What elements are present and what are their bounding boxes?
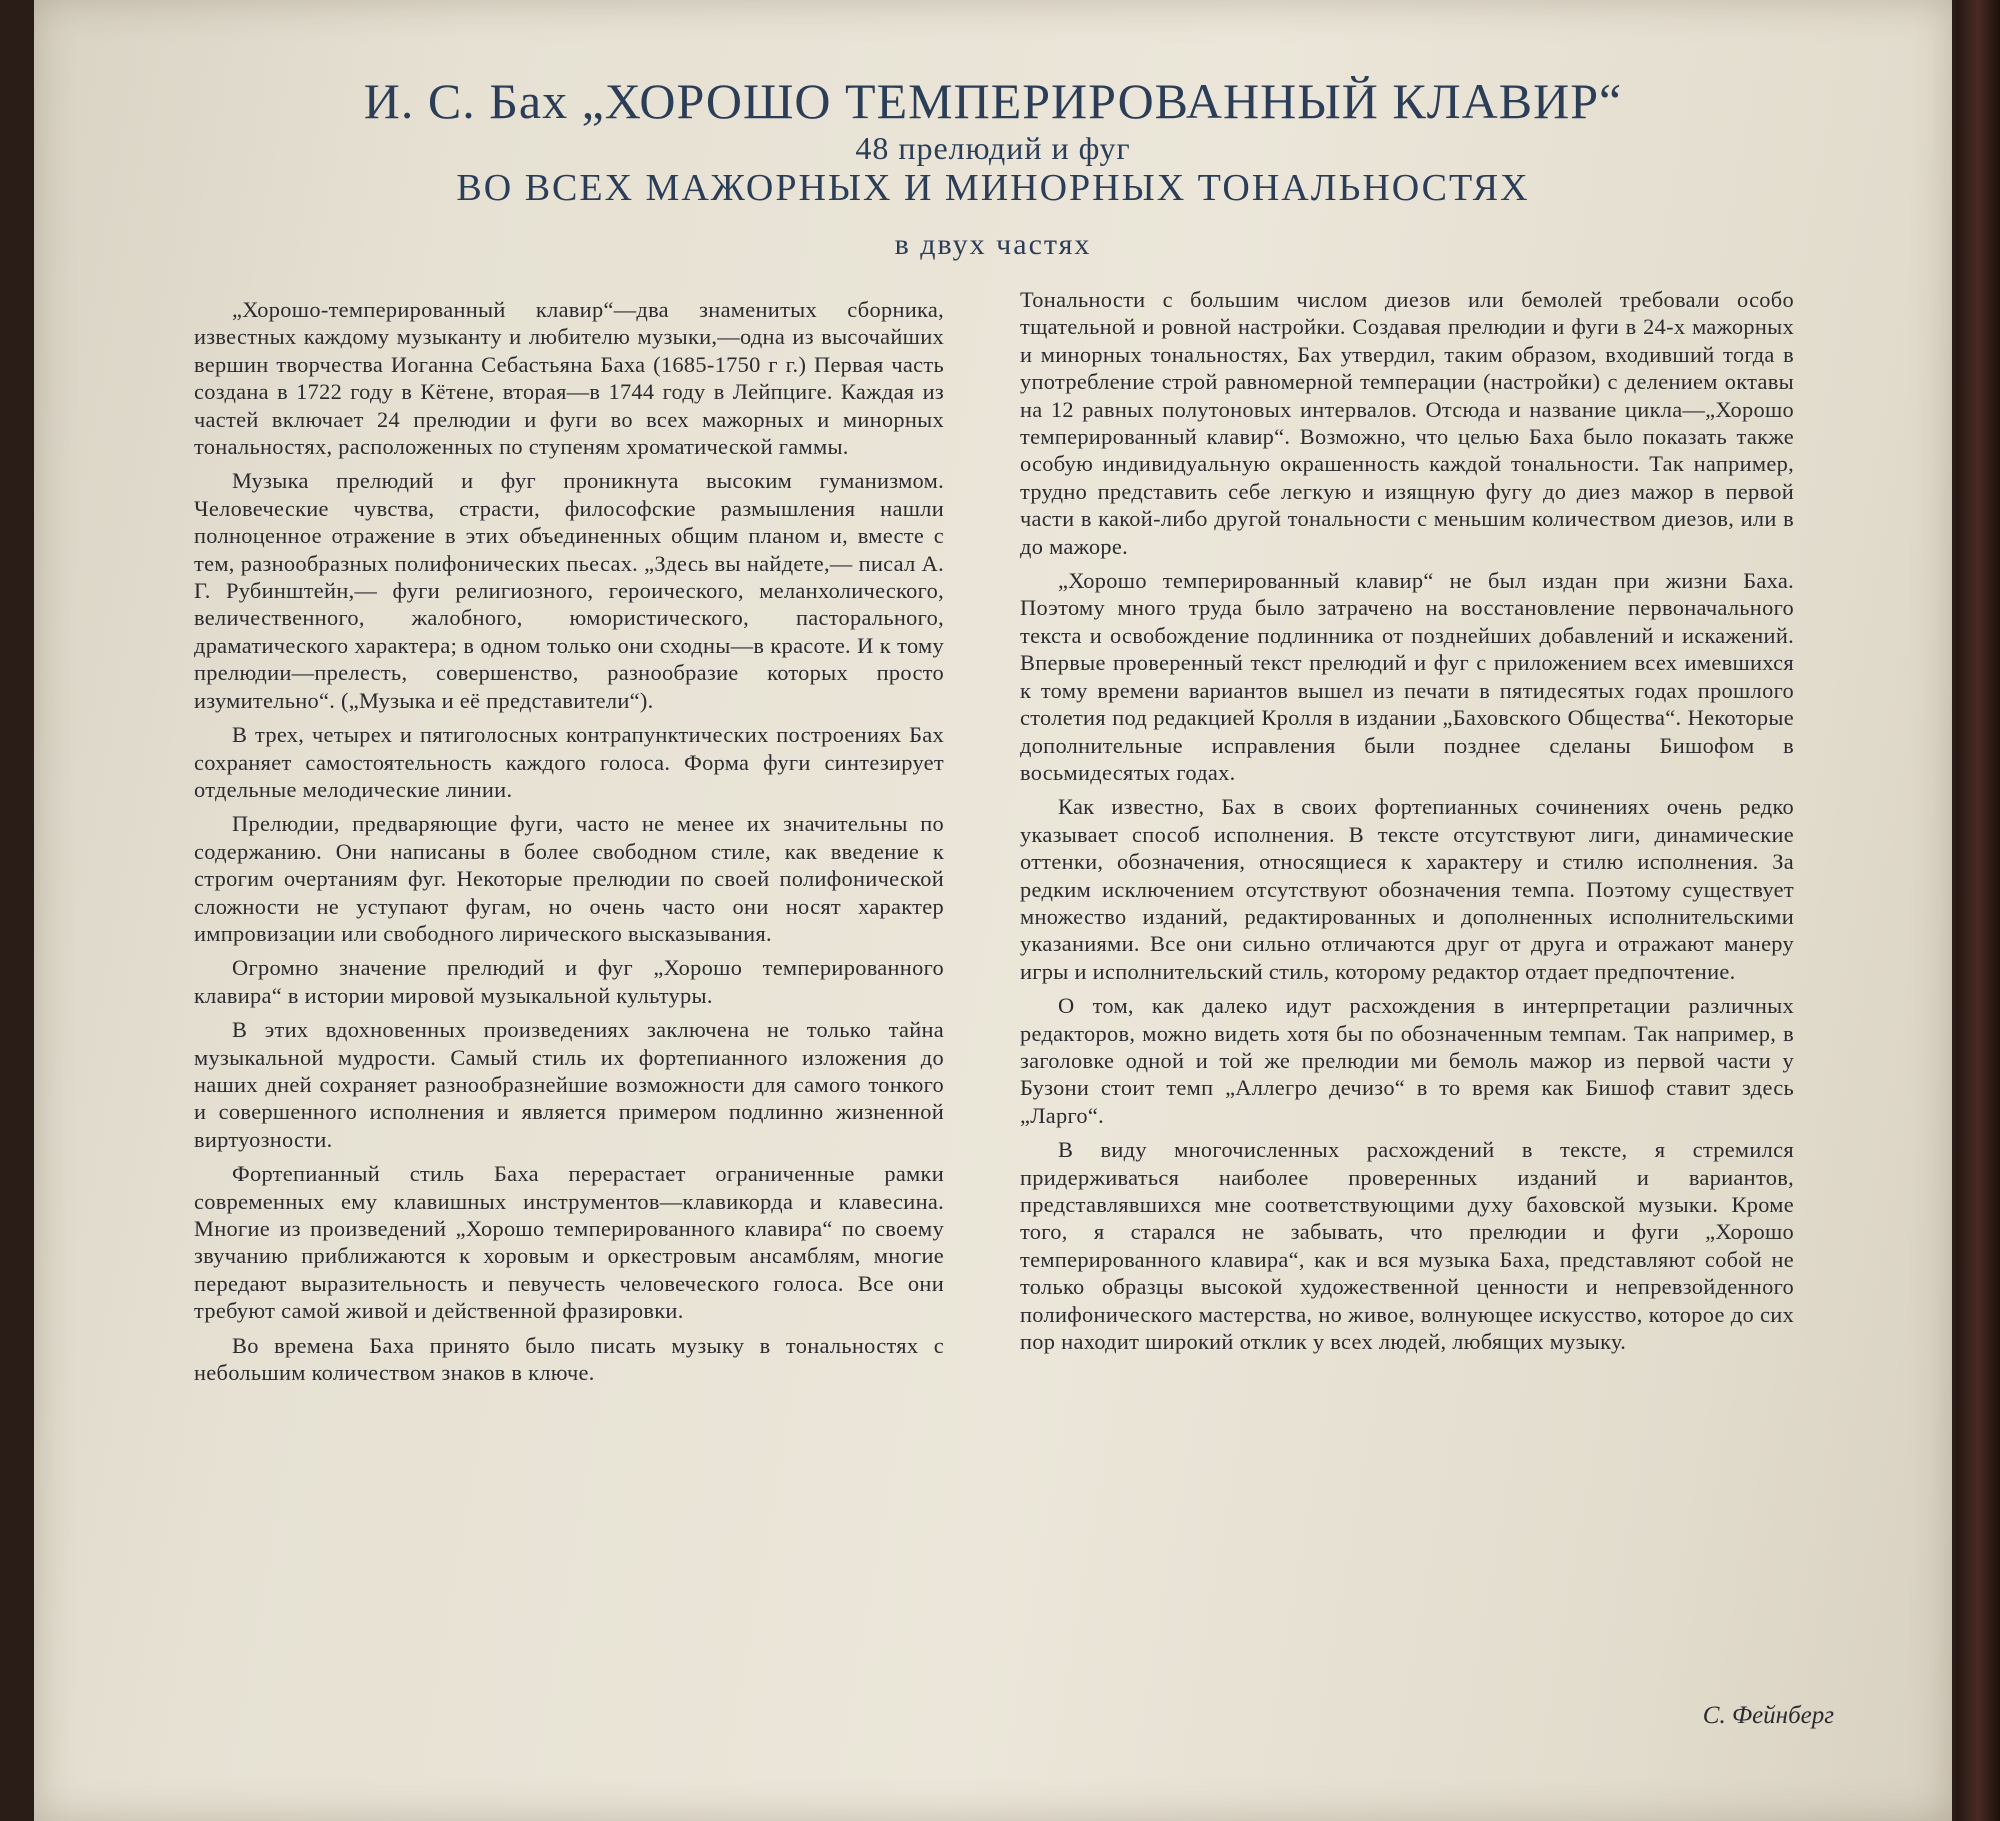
document-subtitle: 48 прелюдий и фуг xyxy=(855,130,1131,166)
right-text-column xyxy=(1020,286,1794,1362)
document-keys-heading: ВО ВСЕХ МАЖОРНЫХ И МИНОРНЫХ ТОНАЛЬНОСТЯХ xyxy=(456,167,1530,209)
paragraph: В трех, четырех и пятиголосных контрапунктических построениях Бах сохраняет самостоятельность каждого голоса. Форма фуги синтезирует отдельные мелодические линии. xyxy=(194,722,944,802)
paragraph: Во времена Баха принято было писать музыку в тональностях с небольшим количеством знаков в ключе. xyxy=(194,1332,944,1386)
paragraph: В виду многочисленных расхождений в тексте, я стремился придерживаться наиболее проверенных изданий и вариантов, представлявшихся мне соответствующими духу баховской музыки. Кроме того, я старался не забывать, что прелюдии и фуги „Хорошо темперированного клавира“, как и вся музыка Баха, представляют собой не только образцы высокой художественной ценности и непревзойденного полифонического мастерства, но живое, волнующее искусство, которое до сих пор находит широкий отклик у всех людей, любящих музыку. xyxy=(1020,1137,1794,1355)
left-text-column xyxy=(194,296,944,1393)
document-parts-heading: в двух частях xyxy=(894,228,1092,261)
frame-edge-right xyxy=(1956,0,2000,1821)
paragraph: Музыка прелюдий и фуг проникнута высоким гуманизмом. Человеческие чувства, страсти, философские размышления нашли полноценное отражение в этих объединенных общим планом и, вместе с тем, разнообразных полифонических пьесах. „Здесь вы найдете,— писал А. Г. Рубинштейн,— фуги религиозного, героического, меланхолического, величественного, жалобного, юмористического, пасторального, драматического характера; в одном только они сходны—в красоте. И к тому прелюдии—прелесть, совершенство, разнообразие которых просто изумительно“. („Музыка и её представители“). xyxy=(194,468,944,713)
paragraph: Тональности с большим числом диезов или бемолей требовали особо тщательной и ровной настройки. Создавая прелюдии и фуги в 24-х мажорных и минорных тональностях, Бах утвердил, таким образом, входивший тогда в употребление строй равномерной темперации (настройки) с делением октавы на 12 равных полутоновых интервалов. Отсюда и название цикла—„Хорошо темперированный клавир“. Возможно, что целью Баха было показать также особую индивидуальную окрашенность каждой тональности. Так например, трудно представить себе легкую и изящную фугу до диез мажор в первой части в какой-либо другой тональности с меньшим количеством диезов, или в до мажоре. xyxy=(1020,287,1794,559)
paragraph: В этих вдохновенных произведениях заключена не только тайна музыкальной мудрости. Самый стиль их фортепианного изложения до наших дней сохраняет разнообразнейшие возможности для самого тонкого и совершенного исполнения и является примером подлинно жизненной виртуозности. xyxy=(194,1017,944,1152)
paragraph: Прелюдии, предваряющие фуги, часто не менее их значительны по содержанию. Они написаны в более свободном стиле, как введение к строгим очертаниям фуг. Некоторые прелюдии по своей полифонической сложности не уступают фугам, но очень часто они носят характер импровизации или свободного лирического высказывания. xyxy=(194,811,944,946)
paragraph: О том, как далеко идут расхождения в интерпретации различных редакторов, можно видеть хотя бы по обозначенным темпам. Так например, в заголовке одной и той же прелюдии ми бемоль мажор из первой части у Бузони стоит темп „Аллегро дечизо“ в то время как Бишоф ставит здесь „Ларго“. xyxy=(1020,993,1794,1128)
paragraph: Как известно, Бах в своих фортепианных сочинениях очень редко указывает способ исполнения. В тексте отсутствуют лиги, динамические оттенки, обозначения, относящиеся к характеру и стилю исполнения. За редким исключением отсутствуют обозначения темпа. Поэтому существует множество изданий, редактированных и дополненных исполнительскими указаниями. Все они сильно отличаются друг от друга и отражают манеру игры и исполнительский стиль, которому редактор отдает предпочтение. xyxy=(1020,794,1794,984)
document-page xyxy=(34,0,1952,1821)
document-title: И. С. Бах „ХОРОШО ТЕМПЕРИРОВАННЫЙ КЛАВИР“ xyxy=(363,73,1623,129)
paragraph: Фортепианный стиль Баха перерастает ограниченные рамки современных ему клавишных инструментов—клавикорда и клавесина. Многие из произведений „Хорошо темперированного клавира“ по своему звучанию приближаются к хоровым и оркестровым ансамблям, многие передают выразительность и певучесть человеческого голоса. Все они требуют самой живой и действенной фразировки. xyxy=(194,1161,944,1324)
paragraph: „Хорошо темперированный клавир“ не был издан при жизни Баха. Поэтому много труда было затрачено на восстановление первоначального текста и освобождение подлинника от позднейших добавлений и искажений. Впервые проверенный текст прелюдий и фуг с приложением всех имевшихся к тому времени вариантов вышел из печати в пятидесятых годах прошлого столетия под редакцией Кролля в издании „Баховского Общества“. Некоторые дополнительные исправления были позднее сделаны Бишофом в восьмидесятых годах. xyxy=(1020,568,1794,785)
paragraph: Огромно значение прелюдий и фуг „Хорошо темперированного клавира“ в истории мировой музыкальной культуры. xyxy=(194,955,944,1008)
paragraph: „Хорошо-темперированный клавир“—два знаменитых сборника, известных каждому музыканту и любителю музыки,—одна из высочайших вершин творчества Иоганна Себастьяна Баха (1685-1750 г г.) Первая часть создана в 1722 году в Кётене, вторая—в 1744 году в Лейпциге. Каждая из частей включает 24 прелюдии и фуги во всех мажорных и минорных тональностях, расположенных по ступеням хроматической гаммы. xyxy=(194,297,944,460)
author-signature: С. Фейнберг xyxy=(1702,1702,1834,1729)
